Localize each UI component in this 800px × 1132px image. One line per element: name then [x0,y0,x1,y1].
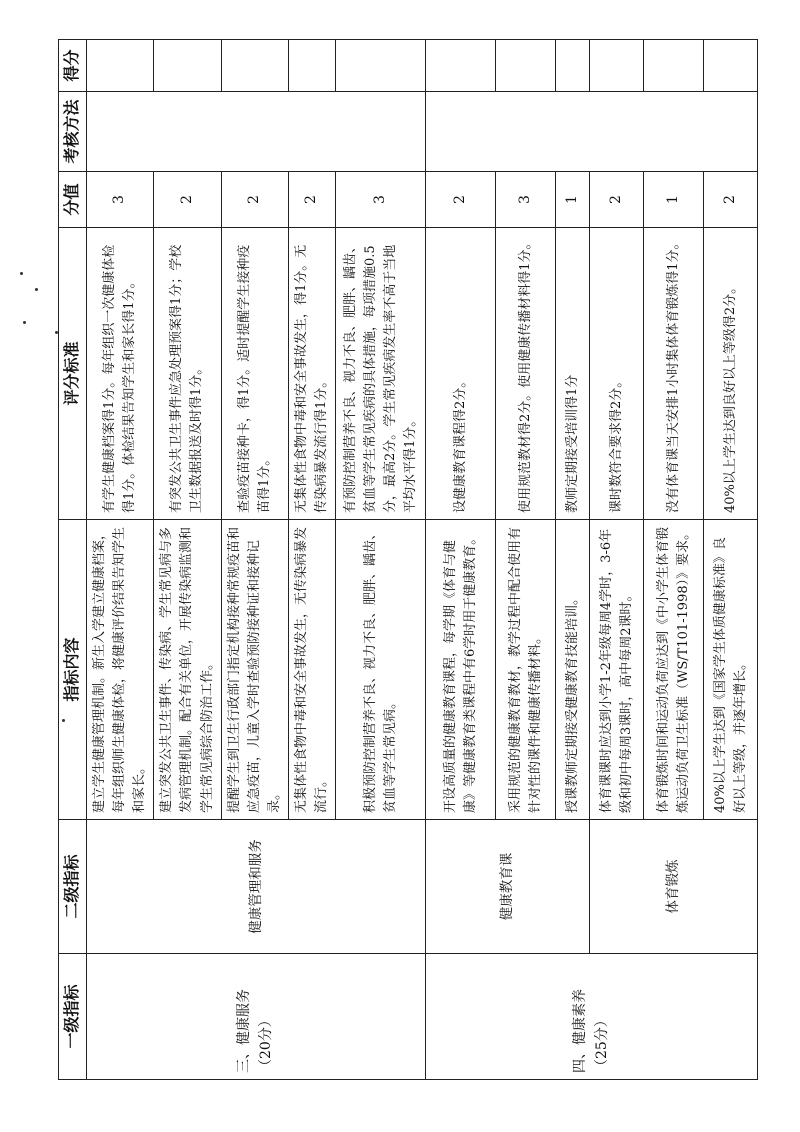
table-row [86,40,153,1080]
earned-cell[interactable] [496,40,556,92]
earned-cell[interactable] [221,40,288,92]
score-cell: 1 [644,172,704,228]
content-cell: 40%以上学生达到《国家学生体质健康标准》良好以上等级，并逐年增长。 [704,520,758,820]
content-cell: 授课教师定期接受健康教育技能培训。 [556,520,590,820]
content-cell: 体育锻炼时间和运动负荷应达到《中小学生体育锻炼运动负荷卫生标准（WS/T101-1998）》要求。 [644,520,704,820]
header-row [59,40,87,1080]
method-cell[interactable] [86,92,426,172]
score-cell: 3 [496,172,556,228]
content-cell: 提醒学生到卫生行政部门指定机构接种常规疫苗和应急疫苗，儿童入学时查验预防接种证和接种记录。 [221,520,288,820]
evaluation-table [58,39,758,1080]
criteria-cell: 无集体性食物中毒和安全事故发生，得1分。无传染病暴发流行得1分。 [289,228,336,520]
earned-cell[interactable] [590,40,644,92]
header-level2: 二级指标 [59,820,87,954]
earned-cell[interactable] [426,40,496,92]
scan-speck [35,288,38,291]
criteria-cell: 查验疫苗接种卡，得1分。适时提醒学生接种疫苗得1分。 [221,228,288,520]
score-cell: 2 [704,172,758,228]
level2-cell: 体育锻炼 [590,820,758,954]
criteria-cell: 使用规范教材得2分。使用健康传播材料得1分。 [496,228,556,520]
table-row [590,40,644,1080]
criteria-cell: 课时数符合要求得2分。 [590,228,644,520]
scan-speck [23,321,26,324]
scan-speck [20,272,23,275]
header-method: 考核方法 [59,92,87,172]
method-cell[interactable] [426,92,758,172]
level1-cell: 三、健康服务（20分） [86,954,426,1080]
header-score: 分值 [59,172,87,228]
earned-cell[interactable] [704,40,758,92]
criteria-cell: 教师定期接受培训得1分 [556,228,590,520]
content-cell: 积极预防控制营养不良、视力不良、肥胖、龋齿、贫血等学生常见病。 [336,520,426,820]
earned-cell[interactable] [336,40,426,92]
score-cell: 2 [590,172,644,228]
criteria-cell: 有学生健康档案得1分。每年组织一次健康体检得1分。体检结果告知学生和家长得1分。 [86,228,153,520]
header-criteria: 评分标准 [59,228,87,520]
content-cell: 建立学生健康管理机制。新生入学建立健康档案，每年组织师生健康体检，将健康评价结果告知学生和家长。 [86,520,153,820]
level2-cell: 健康教育课 [426,820,590,954]
header-earned: 得分 [59,40,87,92]
content-cell: 开设高质量的健康教育课程，每学期《体育与健康》等健康教育类课程中有6学时用于健康教育。 [426,520,496,820]
score-cell: 3 [336,172,426,228]
header-content: 指标内容 [59,520,87,820]
criteria-cell: 有突发公共卫生事件应急处理预案得1分；学校卫生数据报送及时得1分。 [154,228,221,520]
criteria-cell: 设健康教育课程得2分。 [426,228,496,520]
earned-cell[interactable] [154,40,221,92]
score-cell: 2 [221,172,288,228]
rotated-table-container [58,40,746,1080]
table-row [426,40,496,1080]
earned-cell[interactable] [86,40,153,92]
score-cell: 3 [86,172,153,228]
score-cell: 1 [556,172,590,228]
criteria-cell: 有预防控制营养不良、视力不良、肥胖、龋齿、贫血等学生常见疾病的具体措施，每项措施0.5分，最高2分。学生常见疾病发生率不高于当地平均水平得1分。 [336,228,426,520]
criteria-cell: 没有体育课当天安排1小时集体体育锻炼得1分。 [644,228,704,520]
criteria-cell: 40%以上学生达到良好以上等级得2分。 [704,228,758,520]
content-cell: 采用规范的健康教育教材，教学过程中配合使用有针对性的课件和健康传播材料。 [496,520,556,820]
earned-cell[interactable] [556,40,590,92]
earned-cell[interactable] [644,40,704,92]
level1-cell: 四、健康素养（25分） [426,954,758,1080]
score-cell: 2 [154,172,221,228]
content-cell: 体育课课时应达到小学1-2年级每周4学时，3-6年级和初中每周3课时，高中每周2课时。 [590,520,644,820]
content-cell: 无集体性食物中毒和安全事故发生，无传染病暴发流行。 [289,520,336,820]
earned-cell[interactable] [289,40,336,92]
content-cell: 建立突发公共卫生事件、传染病、学生常见病与多发病管理机制。配合有关单位，开展传染病监测和学生常见病综合防治工作。 [154,520,221,820]
score-cell: 2 [426,172,496,228]
header-level1: 一级指标 [59,954,87,1080]
level2-cell: 健康管理和服务 [86,820,426,954]
score-cell: 2 [289,172,336,228]
